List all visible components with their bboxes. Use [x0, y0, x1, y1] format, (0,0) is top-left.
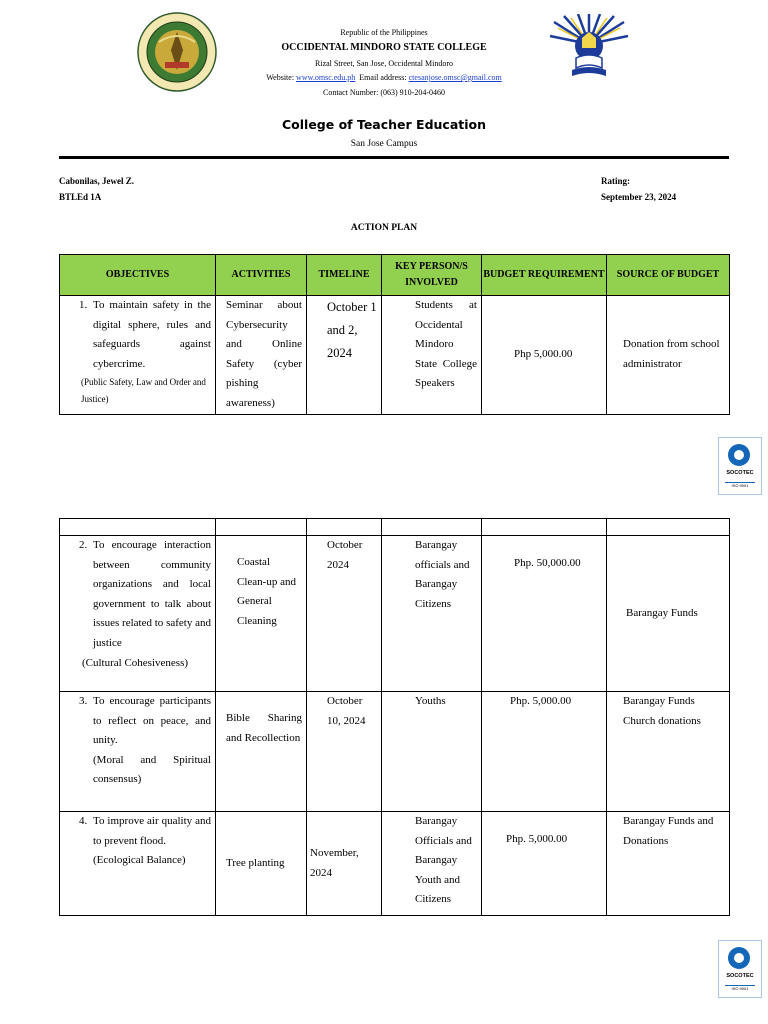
objective-sub: (Cultural Cohesiveness)	[82, 656, 189, 669]
blank-header-row	[60, 519, 730, 536]
badge-iso: ISO 9001	[725, 482, 755, 488]
certification-badge	[718, 940, 762, 998]
source-cell: Barangay Funds	[607, 536, 730, 692]
objective-sub: (Moral and Spiritual consensus)	[93, 753, 211, 786]
student-name: Cabonilas, Jewel Z.	[59, 176, 135, 186]
rating-label: Rating:	[601, 176, 630, 186]
objective-cell	[60, 692, 216, 812]
objective-sub: (Ecological Balance)	[93, 854, 186, 867]
persons-cell: Youths	[382, 692, 482, 812]
budget-cell: Php. 50,000.00	[482, 536, 607, 692]
activity-cell: Coastal Clean-up and General Cleaning	[216, 536, 307, 692]
header-timeline: TIMELINE	[307, 255, 382, 296]
table-row	[60, 536, 730, 692]
badge-name: SOCOTEC	[726, 470, 754, 476]
objective-text: To maintain safety in the digital sphere, rules and safeguards against cybercrime.	[93, 299, 211, 370]
budget-cell: Php 5,000.00	[482, 296, 607, 415]
certification-badge	[718, 437, 762, 495]
republic-line: Republic of the Philippines	[340, 28, 428, 37]
persons-cell: Barangay Officials and Barangay Youth and Citizens	[382, 812, 482, 916]
header-activities: ACTIVITIES	[216, 255, 307, 296]
activity-cell: Bible Sharing and Recollection	[216, 692, 307, 812]
objective-cell	[60, 536, 216, 692]
budget-cell: Php. 5,000.00	[482, 692, 607, 812]
row-number: 4.	[79, 815, 88, 827]
activity-cell: Seminar about Cybersecurity and Online Safety (cyber pishing awareness)	[216, 296, 307, 415]
source-cell: Donation from school administrator	[607, 296, 730, 415]
budget-cell: Php. 5,000.00	[482, 812, 607, 916]
address-line: Rizal Street, San Jose, Occidental Mindoro	[315, 59, 453, 68]
college-name: OCCIDENTAL MINDORO STATE COLLEGE	[281, 42, 487, 53]
action-plan-table	[59, 254, 730, 415]
timeline-cell: October 2024	[307, 536, 382, 692]
email-link[interactable]: ctesanjose.omsc@gmail.com	[408, 73, 502, 82]
row-number: 3.	[79, 695, 88, 707]
campus-line: San Jose Campus	[350, 139, 418, 149]
website-label: Website:	[266, 73, 297, 82]
header-budget: BUDGET REQUIREMENT	[482, 255, 607, 296]
website-email-line	[230, 73, 538, 82]
certification-seal-icon	[728, 947, 750, 969]
timeline-cell: October 1 and 2, 2024	[307, 296, 382, 415]
badge-iso: ISO 9001	[725, 985, 755, 991]
source-cell: Barangay Funds Church donations	[607, 692, 730, 812]
row-number: 1.	[79, 299, 88, 311]
department-title: College of Teacher Education	[281, 117, 487, 132]
objective-text: To encourage participants to reflect on peace, and unity.	[93, 695, 211, 747]
doc-title: ACTION PLAN	[350, 223, 418, 233]
certification-seal-icon	[728, 444, 750, 466]
action-plan-table-continued	[59, 518, 730, 916]
student-section: BTLEd 1A	[59, 192, 102, 202]
cte-logo	[548, 14, 630, 78]
plan-date: September 23, 2024	[601, 192, 677, 202]
timeline-cell: October 10, 2024	[307, 692, 382, 812]
omsc-seal-logo	[137, 12, 217, 92]
row-number: 2.	[79, 539, 88, 551]
objective-cell	[60, 296, 216, 415]
objective-text: To encourage interaction between community organizations and local government to talk about issues related to safety and justice	[93, 539, 211, 649]
header-objectives: OBJECTIVES	[60, 255, 216, 296]
table-row	[60, 812, 730, 916]
objective-cell	[60, 812, 216, 916]
table-row	[60, 296, 730, 415]
source-cell: Barangay Funds and Donations	[607, 812, 730, 916]
contact-line: Contact Number: (063) 910-204-0460	[323, 88, 445, 97]
badge-name: SOCOTEC	[726, 973, 754, 979]
timeline-cell: November, 2024	[307, 812, 382, 916]
table-row	[60, 692, 730, 812]
table-header-row	[60, 255, 730, 296]
website-link[interactable]: www.omsc.edu.ph	[296, 73, 356, 82]
header-divider	[59, 156, 729, 159]
objective-text: To improve air quality and to prevent flood.	[93, 815, 211, 847]
header-source: SOURCE OF BUDGET	[607, 255, 730, 296]
email-label: Email address:	[359, 73, 409, 82]
header-key-persons: KEY PERSON/S INVOLVED	[382, 255, 482, 296]
persons-cell: Students at Occidental Mindoro State College Speakers	[382, 296, 482, 415]
objective-sub: (Public Safety, Law and Order and Justice)	[81, 377, 206, 405]
persons-cell: Barangay officials and Barangay Citizens	[382, 536, 482, 692]
activity-cell: Tree planting	[216, 812, 307, 916]
